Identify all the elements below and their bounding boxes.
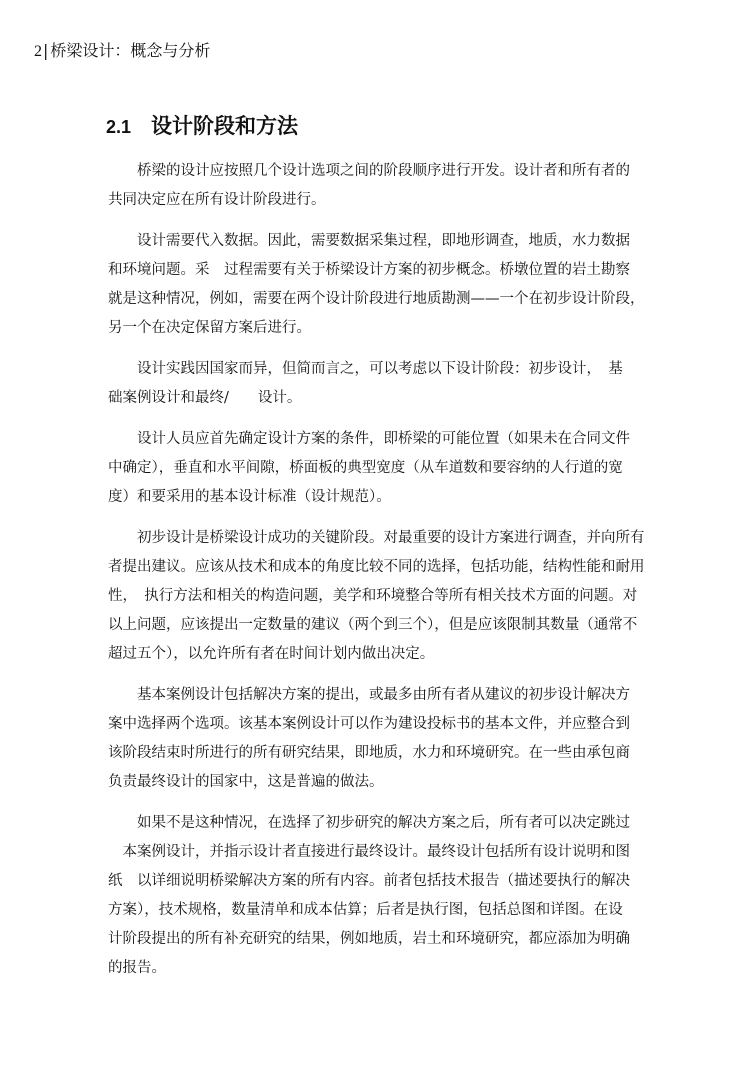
paragraph-7 bbox=[108, 809, 688, 983]
paragraph-line: 方案），技术规格，数量清单和成本估算；后者是执行图，包括总图和详图。在设 bbox=[108, 902, 623, 918]
paragraph-line: 桥梁的设计应按照几个设计选项之间的阶段顺序进行开发。设计者和所有者的 bbox=[108, 163, 630, 179]
paragraph-line: 就是这种情况，例如，需要在两个设计阶段进行地质勘测——一个在初步设计阶段， bbox=[108, 291, 645, 307]
paragraph-line: 设计实践因国家而异，但简而言之，可以考虑以下设计阶段：初步设计， 基 bbox=[108, 361, 623, 377]
paragraph-line: 以上问题，应该提出一定数量的建议（两个到三个），但是应该限制其数量（通常不 bbox=[108, 617, 638, 633]
running-header bbox=[34, 40, 210, 63]
paragraph-line: 中确定），垂直和水平间隙，桥面板的典型宽度（从车道数和要容纳的人行道的宽 bbox=[108, 460, 623, 476]
header-separator: | bbox=[43, 41, 49, 60]
book-title: 桥梁设计：概念与分析 bbox=[50, 41, 211, 60]
paragraph-line: 性， 执行方法和相关的构造问题，美学和环境整合等所有相关技术方面的问题。对 bbox=[108, 588, 638, 604]
paragraph-line: 该阶段结束时所进行的所有研究结果，即地质，水力和环境研究。在一些由承包商 bbox=[108, 745, 630, 761]
paragraph-4 bbox=[108, 425, 688, 512]
paragraph-line: 基本案例设计包括解决方案的提出，或最多由所有者从建议的初步设计解决方 bbox=[108, 687, 630, 703]
paragraph-3 bbox=[108, 355, 688, 413]
paragraph-line: 和环境问题。采 过程需要有关于桥梁设计方案的初步概念。桥墩位置的岩土勘察 bbox=[108, 262, 630, 278]
paragraph-line: 设计人员应首先确定设计方案的条件，即桥梁的可能位置（如果未在合同文件 bbox=[108, 431, 630, 447]
paragraph-line: 设计需要代入数据。因此，需要数据采集过程，即地形调查，地质，水力数据 bbox=[108, 233, 630, 249]
paragraph-line: 负责最终设计的国家中，这是普遍的做法。 bbox=[108, 774, 384, 790]
paragraph-line: 础案例设计和最终/ 设计。 bbox=[108, 390, 302, 406]
section-number: 2.1 bbox=[106, 117, 132, 137]
paragraph-1 bbox=[108, 157, 688, 215]
paragraph-line: 本案例设计，并指示设计者直接进行最终设计。最终设计包括所有设计说明和图 bbox=[108, 844, 630, 860]
paragraph-line: 纸 以详细说明桥梁解决方案的所有内容。前者包括技术报告（描述要执行的解决 bbox=[108, 873, 630, 889]
body-text bbox=[108, 157, 688, 995]
paragraph-line: 初步设计是桥梁设计成功的关键阶段。对最重要的设计方案进行调查，并向所有 bbox=[108, 530, 645, 546]
paragraph-5 bbox=[108, 524, 688, 669]
paragraph-line: 者提出建议。应该从技术和成本的角度比较不同的选择，包括功能，结构性能和耐用 bbox=[108, 559, 645, 575]
paragraph-line: 共同决定应在所有设计阶段进行。 bbox=[108, 192, 326, 208]
paragraph-6 bbox=[108, 681, 688, 797]
section-heading bbox=[106, 112, 298, 141]
paragraph-line: 如果不是这种情况，在选择了初步研究的解决方案之后，所有者可以决定跳过 bbox=[108, 815, 630, 831]
paragraph-line: 另一个在决定保留方案后进行。 bbox=[108, 320, 311, 336]
paragraph-line: 案中选择两个选项。该基本案例设计可以作为建设投标书的基本文件，并应整合到 bbox=[108, 716, 630, 732]
paragraph-line: 度）和要采用的基本设计标准（设计规范）。 bbox=[108, 489, 391, 505]
page-number: 2 bbox=[34, 43, 42, 60]
section-title: 设计阶段和方法 bbox=[151, 113, 299, 138]
paragraph-line: 超过五个），以允许所有者在时间计划内做出决定。 bbox=[108, 646, 435, 662]
paragraph-2 bbox=[108, 227, 688, 343]
paragraph-line: 计阶段提出的所有补充研究的结果，例如地质，岩土和环境研究，都应添加为明确 bbox=[108, 931, 630, 947]
paragraph-line: 的报告。 bbox=[108, 960, 166, 976]
